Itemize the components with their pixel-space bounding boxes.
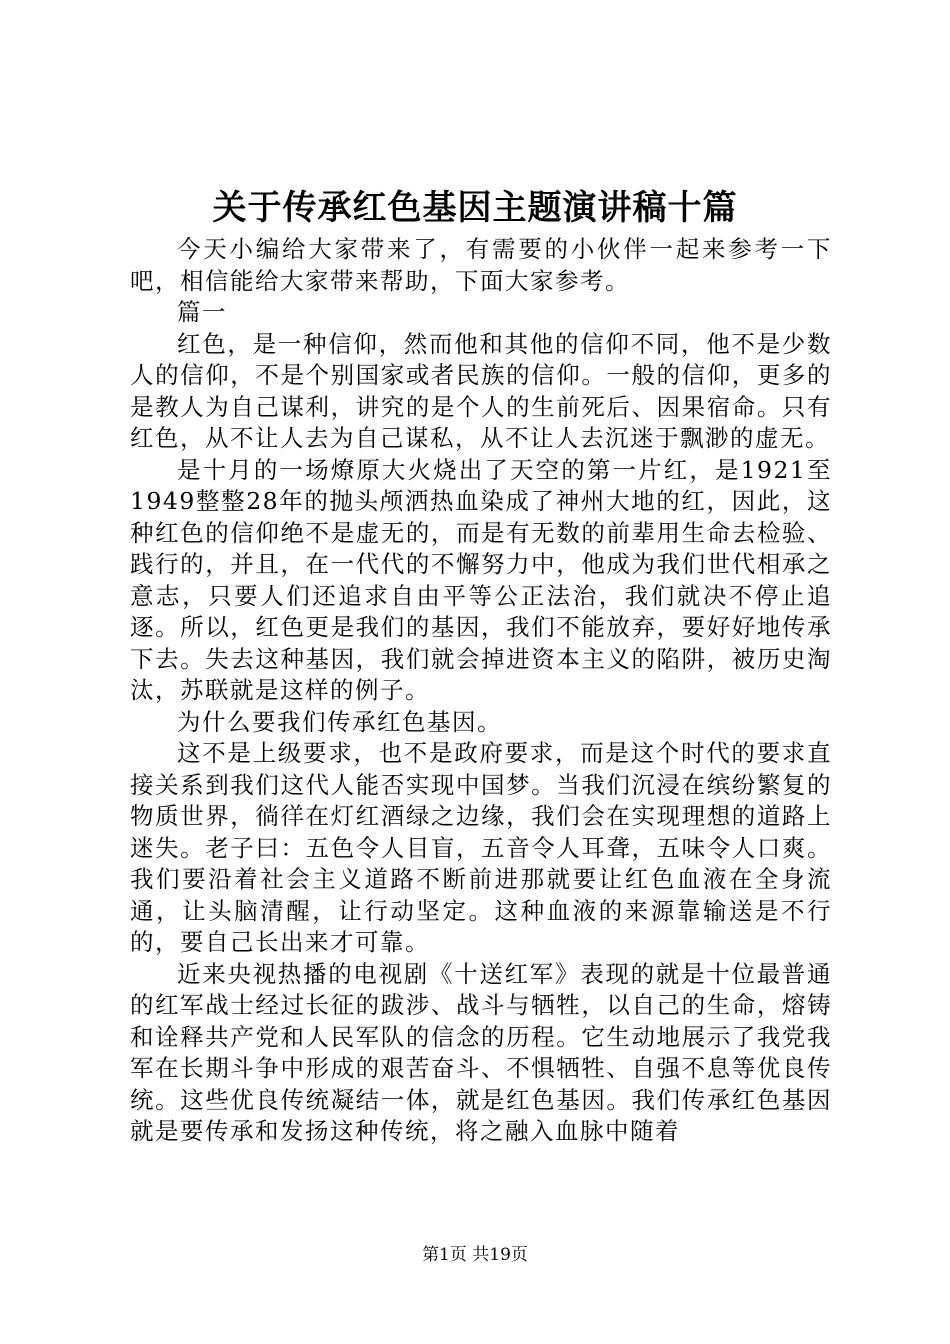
paragraph: 红色，是一种信仰，然而他和其他的信仰不同，他不是少数人的信仰，不是个别国家或者民族的信仰。一般的信仰，更多的是教人为自己谋利，讲究的是个人的生前死后、因果宿命。只有红色，从不让人去为自己谋私，从不让人去沉迷于飘渺的虚无。: [130, 329, 832, 452]
page-number-footer: 第1页 共19页: [422, 1245, 528, 1265]
paragraph-intro: 今天小编给大家带来了，有需要的小伙伴一起来参考一下吧，相信能给大家带来帮助，下面大家参考。: [130, 235, 832, 295]
paragraph: 是十月的一场燎原大火烧出了天空的第一片红，是1921至1949整整28年的抛头颅洒热血染成了神州大地的红，因此，这种红色的信仰绝不是虚无的，而是有无数的前辈用生命去检验、践行的，并且，在一代代的不懈努力中，他成为我们世代相承之意志，只要人们还追求自由平等公正法治，我们就决不停止追逐。所以，红色更是我们的基因，我们不能放弃，要好好地传承下去。失去这种基因，我们就会掉进资本主义的陷阱，被历史淘汰，苏联就是这样的例子。: [130, 455, 832, 704]
document-body: [130, 234, 832, 1148]
paragraph: 近来央视热播的电视剧《十送红军》表现的就是十位最普通的红军战士经过长征的跋涉、战斗与牺牲，以自己的生命，熔铸和诠释共产党和人民军队的信念的历程。它生动地展示了我党我军在长期斗争中形成的艰苦奋斗、不惧牺牲、自强不息等优良传统。这些优良传统凝结一体，就是红色基因。我们传承红色基因就是要传承和发扬这种传统，将之融入血脉中随着: [130, 959, 832, 1145]
paragraph: 为什么要我们传承红色基因。: [177, 707, 502, 736]
section-heading: 篇一: [177, 298, 227, 326]
paragraph: 这不是上级要求，也不是政府要求，而是这个时代的要求直接关系到我们这代人能否实现中国梦。当我们沉浸在缤纷繁复的物质世界，徜徉在灯红酒绿之边缘，我们会在实现理想的道路上迷失。老子曰：五色令人目盲，五音令人耳聋，五味令人口爽。我们要沿着社会主义道路不断前进那就要让红色血液在全身流通，让头脑清醒，让行动坚定。这种血液的来源靠输送是不行的，要自己长出来才可靠。: [130, 739, 832, 956]
document-title: 关于传承红色基因主题演讲稿十篇: [212, 188, 738, 228]
